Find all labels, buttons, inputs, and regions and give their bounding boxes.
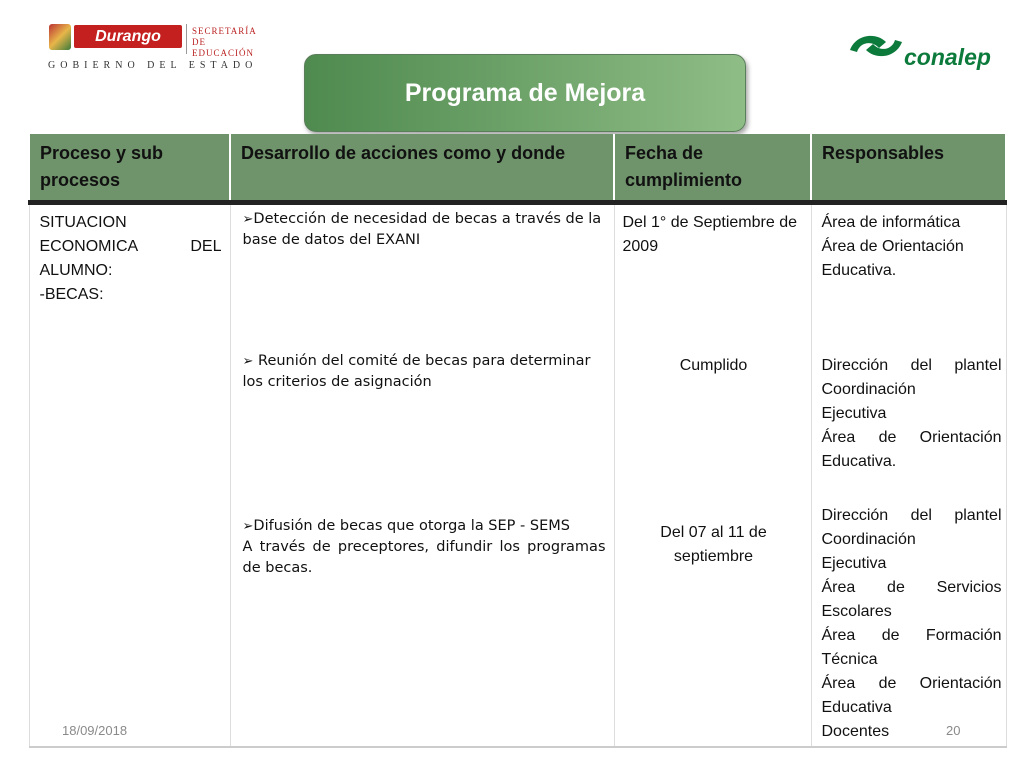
header-date: Fecha de cumplimiento bbox=[614, 134, 811, 203]
table-row bbox=[29, 203, 1006, 748]
process-cell bbox=[29, 203, 230, 748]
header-responsibles: Responsables bbox=[811, 134, 1006, 203]
responsible-line: Área de informática bbox=[821, 214, 961, 231]
arrow-bullet-icon: ➢ bbox=[242, 519, 254, 534]
secretaria-line-2: DE EDUCACIÓN bbox=[192, 37, 254, 58]
responsible-line: Escolares bbox=[821, 603, 892, 620]
responsible-line: Área de Orientación bbox=[821, 675, 1002, 692]
responsible-line: Dirección del plantel bbox=[821, 357, 1002, 374]
durango-brand: Durango bbox=[74, 25, 182, 48]
development-item bbox=[243, 351, 606, 393]
gobierno-label: GOBIERNO DEL ESTADO bbox=[48, 60, 258, 71]
responsible-line: Área de Formación bbox=[821, 627, 1002, 644]
responsible-line: Educativa bbox=[821, 699, 892, 716]
secretaria-line-1: SECRETARÍA bbox=[192, 26, 257, 36]
footer-date: 18/09/2018 bbox=[62, 723, 128, 738]
conalep-logo-icon bbox=[846, 28, 906, 64]
date-text: Del 07 al 11 de septiembre bbox=[660, 524, 767, 565]
responsibles-list bbox=[822, 504, 1002, 744]
process-line: SITUACION bbox=[39, 214, 127, 231]
responsible-line: Coordinación bbox=[821, 381, 916, 398]
responsibles-list bbox=[822, 211, 1002, 283]
improvement-table bbox=[28, 134, 1007, 748]
secretaria-label bbox=[192, 26, 257, 59]
header-development: Desarrollo de acciones como y donde bbox=[230, 134, 614, 203]
responsible-line: Técnica bbox=[821, 651, 878, 668]
responsibles-list bbox=[822, 354, 1002, 474]
responsible-line: Coordinación bbox=[821, 531, 916, 548]
date-text: Del 1° de Septiembre de 2009 bbox=[622, 214, 797, 255]
arrow-bullet-icon: ➢ bbox=[242, 212, 254, 227]
date-cell bbox=[614, 203, 811, 748]
conalep-logo bbox=[846, 28, 1006, 76]
responsible-line: Ejecutiva bbox=[821, 555, 887, 572]
table-header-row bbox=[29, 134, 1006, 203]
responsible-line: Dirección del plantel bbox=[821, 507, 1002, 524]
responsible-line: Educativa. bbox=[821, 262, 897, 279]
development-item bbox=[243, 516, 606, 579]
responsible-line: Área de Orientación bbox=[821, 238, 964, 255]
durango-logo bbox=[44, 20, 258, 76]
logo-divider bbox=[186, 24, 187, 54]
responsibles-cell bbox=[811, 203, 1006, 748]
responsible-line: Área de Orientación bbox=[821, 429, 1002, 446]
development-item bbox=[243, 209, 606, 251]
page-number: 20 bbox=[946, 723, 961, 738]
process-line: ALUMNO: bbox=[39, 262, 113, 279]
responsible-line: Docentes bbox=[821, 723, 890, 740]
conalep-wordmark: conalep bbox=[904, 44, 991, 70]
arrow-bullet-icon: ➢ bbox=[242, 354, 254, 369]
header-process: Proceso y sub procesos bbox=[29, 134, 230, 203]
responsible-line: Ejecutiva bbox=[821, 405, 887, 422]
responsible-line: Área de Servicios bbox=[821, 579, 1002, 596]
date-text: Cumplido bbox=[679, 357, 748, 374]
development-text: Reunión del comité de becas para determinar los criterios de asignación bbox=[242, 353, 591, 390]
durango-seal-icon bbox=[49, 24, 71, 50]
process-text bbox=[40, 211, 222, 307]
responsible-line: Educativa. bbox=[821, 453, 897, 470]
development-text: Detección de necesidad de becas a través de la base de datos del EXANI bbox=[242, 211, 602, 248]
page-title: Programa de Mejora bbox=[304, 54, 746, 132]
development-text: Difusión de becas que otorga la SEP - SEMS bbox=[253, 518, 570, 534]
process-line: ECONOMICA DEL bbox=[39, 238, 222, 255]
process-line: -BECAS: bbox=[39, 286, 104, 303]
development-subtext: A través de preceptores, difundir los programas de becas. bbox=[242, 539, 606, 576]
development-cell bbox=[230, 203, 614, 748]
